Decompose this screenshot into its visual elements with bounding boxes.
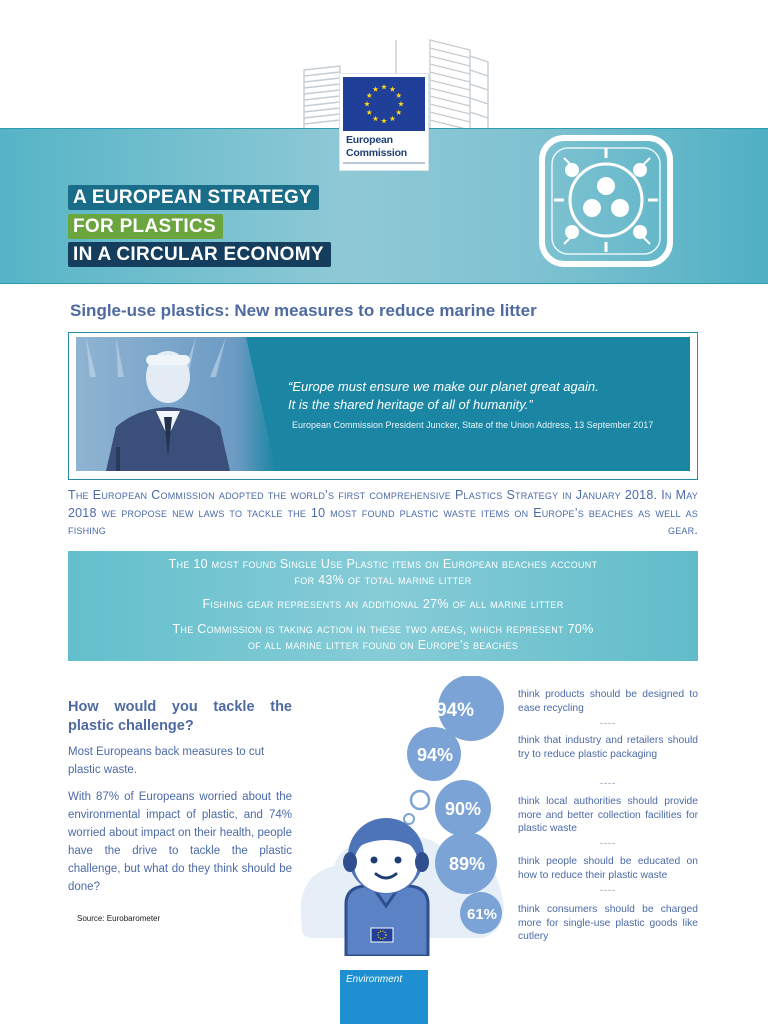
quote-text-line-2: It is the shared heritage of all of humanity.” <box>288 397 533 412</box>
stat-text-2: think that industry and retailers should try to reduce plastic packaging <box>518 735 698 760</box>
challenge-paragraph-2: With 87% of Europeans worried about the environmental impact of plastic, and 74% worried about impact on their health, people have the drive to tackle the plastic challenge, but what do they think should be done? <box>68 791 292 893</box>
thinking-person-illustration <box>294 676 516 956</box>
source-note: Source: Eurobarometer <box>77 914 161 923</box>
challenge-title-line-1: How would you tackle the <box>68 699 292 715</box>
fact-2: Fishing gear represents an additional 27% of all marine litter <box>202 597 564 611</box>
stat-bubble-2-label: 94% <box>416 745 454 765</box>
speaker-photo <box>76 337 276 471</box>
quote-panel <box>76 337 690 471</box>
stat-bubble-4-label: 89% <box>448 854 486 874</box>
stat-text-5: think consumers should be charged more for single-use plastic goods like cutlery <box>518 904 698 942</box>
title-line-1: A EUROPEAN STRATEGY <box>68 185 319 210</box>
fact-3-line-2: of all marine litter found on Europe’s beaches <box>247 638 519 652</box>
european-commission-logo <box>340 74 428 170</box>
stat-text-4: think people should be educated on how to reduce their plastic waste <box>518 856 698 881</box>
environment-tab <box>340 970 428 1024</box>
stat-bubble-5-label: 61% <box>466 906 498 923</box>
page-subtitle: Single-use plastics: New measures to reduce marine litter <box>70 301 537 320</box>
stat-bubble-1-label: 94% <box>435 700 475 721</box>
quote-attribution: European Commission President Juncker, State of the Union Address, 13 September 2017 <box>292 420 654 430</box>
fact-3-line-1: The Commission is taking action in these two areas, which represent 70% <box>172 622 594 636</box>
title-line-2: FOR PLASTICS <box>68 214 223 239</box>
logo-text-european: European <box>346 134 393 146</box>
marine-litter-facts-box <box>68 551 698 661</box>
logo-divider <box>343 162 425 164</box>
circular-economy-icon <box>534 128 680 274</box>
intro-paragraph: The European Commission adopted the world’s first comprehensive Plastics Strategy in January 2018. In May 2018 we propose new laws to tackle the 10 most found plastic waste items on Europe’s beaches as well as fishing gear. <box>68 488 698 537</box>
eu-flag-icon <box>343 77 425 131</box>
stat-bubble-3-label: 90% <box>444 799 482 819</box>
stat-text-1: think products should be designed to ease recycling <box>518 689 698 714</box>
fact-1-line-2: for 43% of total marine litter <box>294 573 472 587</box>
stat-separator-2: ---- <box>600 778 616 788</box>
stat-separator-1: ---- <box>600 718 616 728</box>
stat-text-3: think local authorities should provide more and better collection facilities for plastic waste <box>518 796 698 834</box>
stat-separator-3: ---- <box>600 838 616 848</box>
environment-label: Environment <box>346 974 403 985</box>
challenge-paragraph-1: Most Europeans back measures to cut plastic waste. <box>68 746 265 776</box>
stat-separator-4: ---- <box>600 885 616 895</box>
logo-text-commission: Commission <box>346 147 408 159</box>
challenge-title-line-2: plastic challenge? <box>68 718 194 734</box>
fact-1-line-1: The 10 most found Single Use Plastic items on European beaches account <box>168 557 598 571</box>
title-line-3: IN A CIRCULAR ECONOMY <box>68 242 331 267</box>
quote-text-line-1: “Europe must ensure we make our planet great again. <box>288 379 599 394</box>
